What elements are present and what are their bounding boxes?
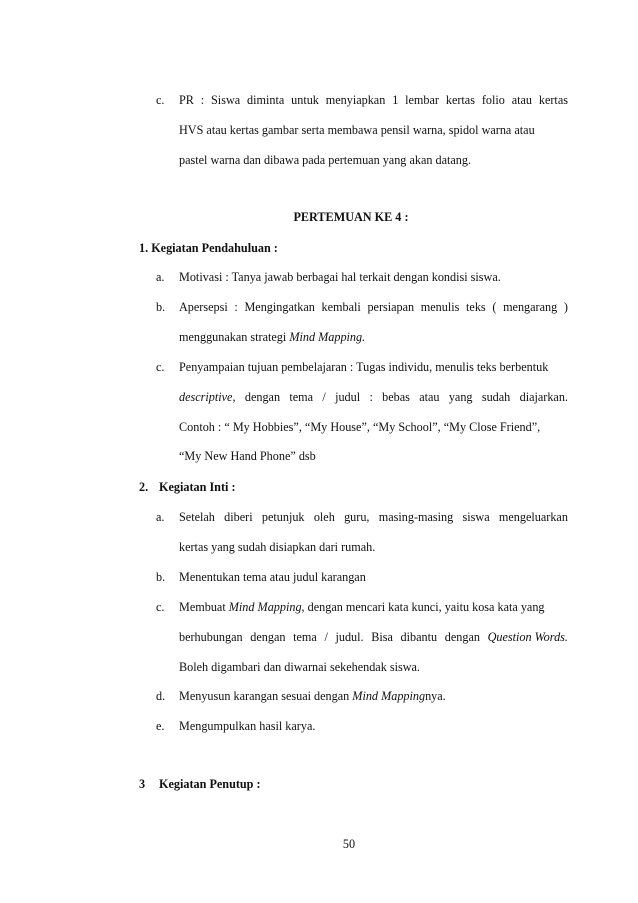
s2-a-line-1-word: guru,	[344, 510, 370, 524]
s2-b-text: Menentukan tema atau judul karangan	[179, 570, 366, 584]
s1-a-text: Motivasi : Tanya jawab berbagai hal terkait dengan kondisi siswa.	[179, 270, 501, 284]
s2-a-line-1-word: oleh	[313, 510, 335, 524]
section-3-heading: Kegiatan Penutup :	[159, 777, 261, 791]
s2-b-marker: b.	[156, 570, 166, 584]
s1-a-marker: a.	[156, 270, 165, 284]
s1-c-line-2-word: descriptive,	[179, 390, 236, 404]
s2-a-line-1-word: Setelah	[179, 510, 215, 524]
s2-a-line-1-word: diberi	[224, 510, 253, 524]
s1-b-line-1-word: (	[492, 300, 497, 314]
s2-c-line-2-word: dibantu	[400, 630, 438, 644]
s1-c-line-2-word: tema	[289, 390, 314, 404]
pr-line-2: HVS atau kertas gambar serta membawa pensil warna, spidol warna atau	[179, 123, 535, 137]
s1-b-line-2	[179, 329, 365, 345]
pr-line-1-word: PR	[179, 93, 194, 107]
s2-a-line-1-word: masing-masing	[378, 510, 454, 524]
s2-c-line-1-suffix: , dengan mencari kata kunci, yaitu kosa kata yang	[301, 600, 545, 614]
pr-line-1-word: folio	[481, 93, 505, 107]
s2-c-line-2-word: /	[324, 630, 328, 644]
s2-c-line-3: Boleh digambari dan diwarnai sekehendak siswa.	[179, 660, 420, 674]
s2-c-line-2-word: Question Words.	[487, 630, 568, 644]
s2-c-line-1-italic: Mind Mapping	[228, 600, 302, 614]
s1-c-line-4: “My New Hand Phone” dsb	[179, 449, 316, 463]
s1-c-line-2-word: :	[369, 390, 373, 404]
s2-d-text	[179, 688, 446, 704]
pr-line-1-word: kertas	[538, 93, 568, 107]
pr-line-1-word: untuk	[291, 93, 319, 107]
s1-c-line-2-word: diajarkan.	[519, 390, 568, 404]
s2-c-marker: c.	[156, 600, 165, 614]
pr-line-1-word: 1	[392, 93, 399, 107]
s2-e-marker: e.	[156, 719, 165, 733]
s1-c-line-2	[179, 389, 568, 405]
pr-line-1-word: menyiapkan	[325, 93, 386, 107]
s1-b-line-1-word: Mengingatkan	[244, 300, 315, 314]
s2-c-line-1	[179, 599, 545, 615]
section-2-heading: Kegiatan Inti :	[159, 480, 236, 494]
s2-e-text: Mengumpulkan hasil karya.	[179, 719, 316, 733]
s2-d-suffix: nya.	[425, 689, 446, 703]
pr-line-1	[179, 92, 568, 108]
s2-c-line-2	[179, 629, 568, 645]
pr-line-1-word: lembar	[405, 93, 439, 107]
meeting-heading: PERTEMUAN KE 4 :	[293, 210, 409, 224]
s2-a-line-1-word: mengeluarkan	[498, 510, 568, 524]
s1-c-line-2-word: sudah	[481, 390, 511, 404]
pr-line-1-word: Siswa	[211, 93, 241, 107]
s1-c-line-3: Contoh : “ My Hobbies”, “My House”, “My School”, “My Close Friend”,	[179, 420, 541, 434]
pr-line-1-word: atau	[511, 93, 533, 107]
s2-c-line-2-word: berhubungan	[179, 630, 243, 644]
s1-b-line-1-word: persiapan	[367, 300, 415, 314]
pr-line-1-word: kertas	[445, 93, 475, 107]
s2-c-line-2-word: dengan	[250, 630, 286, 644]
s1-c-line-2-word: bebas	[382, 390, 410, 404]
s2-a-line-1-word: petunjuk	[261, 510, 305, 524]
section-2-marker: 2.	[139, 480, 149, 494]
s1-c-line-2-word: /	[322, 390, 326, 404]
s1-c-line-2-word: yang	[448, 390, 473, 404]
s2-c-line-2-word: Bisa	[371, 630, 393, 644]
section-1-heading: 1. Kegiatan Pendahuluan :	[139, 241, 278, 255]
s2-c-line-2-word: dengan	[444, 630, 480, 644]
s1-b-line-1	[179, 299, 568, 315]
s1-c-line-2-word: atau	[419, 390, 440, 404]
s2-c-line-2-word: judul.	[335, 630, 364, 644]
pr-line-3: pastel warna dan dibawa pada pertemuan yang akan datang.	[179, 153, 472, 167]
s2-d-marker: d.	[156, 689, 166, 703]
s1-c-line-2-word: judul	[335, 390, 361, 404]
s2-a-marker: a.	[156, 510, 165, 524]
s2-a-line-2: kertas yang sudah disiapkan dari rumah.	[179, 540, 376, 554]
s1-b-line-1-word: mengarang	[503, 300, 558, 314]
s1-c-marker: c.	[156, 360, 165, 374]
s1-b-line-1-word: teks	[466, 300, 486, 314]
pr-line-1-word: :	[200, 93, 205, 107]
s2-a-line-1	[179, 509, 568, 525]
s1-b-line-2-prefix: menggunakan strategi	[179, 330, 290, 344]
s2-c-line-1-prefix: Membuat	[179, 600, 229, 614]
s1-b-line-1-word: kembali	[321, 300, 361, 314]
s1-b-marker: b.	[156, 300, 166, 314]
s1-b-line-1-word: menulis	[420, 300, 460, 314]
section-3-marker: 3	[139, 777, 146, 791]
pr-marker: c.	[156, 93, 165, 107]
s1-b-line-1-word: :	[234, 300, 238, 314]
s1-c-line-1: Penyampaian tujuan pembelajaran : Tugas individu, menulis teks berbentuk	[179, 360, 549, 374]
s1-b-line-1-word: Apersepsi	[179, 300, 228, 314]
page-number: 50	[342, 837, 356, 851]
pr-line-1-word: diminta	[247, 93, 285, 107]
s1-b-line-2-italic: Mind Mapping.	[289, 330, 366, 344]
s2-c-line-2-word: tema	[293, 630, 317, 644]
s2-d-italic: Mind Mapping	[352, 689, 426, 703]
s2-d-prefix: Menyusun karangan sesuai dengan	[179, 689, 353, 703]
s1-b-line-1-word: )	[563, 300, 568, 314]
s1-c-line-2-word: dengan	[244, 390, 281, 404]
s2-a-line-1-word: siswa	[462, 510, 490, 524]
